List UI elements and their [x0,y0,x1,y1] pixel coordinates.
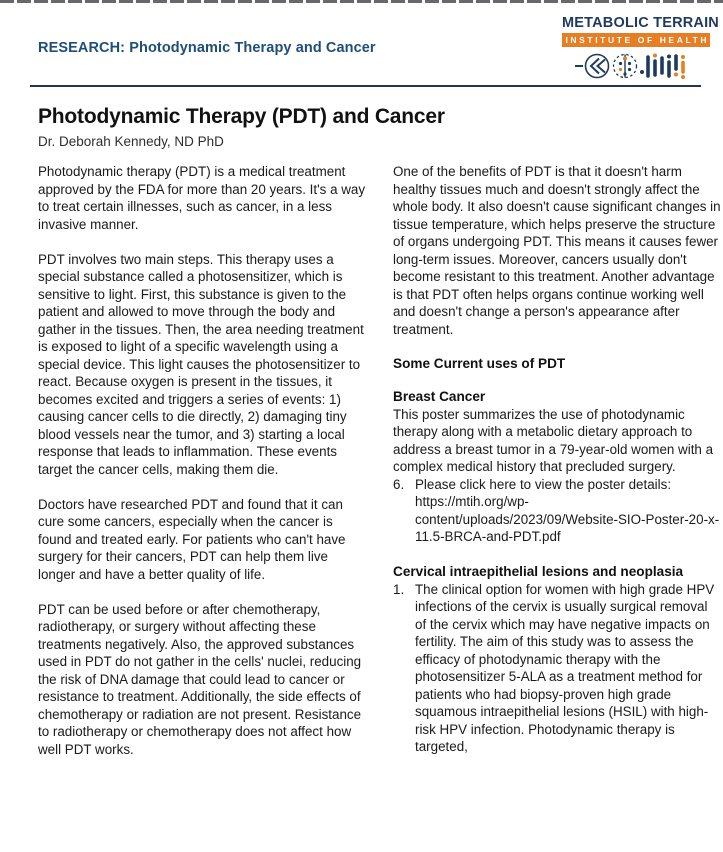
section-heading-current-uses: Some Current uses of PDT [393,355,566,371]
research-kicker: RESEARCH: Photodynamic Therapy and Cancer [38,40,376,56]
paragraph: Doctors have researched PDT and found that it can cure some cancers, especially when the cancer is found and treated early. For patients who can't have surgery for their cancers, PDT can help them live longer and have a better quality of life. [38,496,346,582]
page-title: Photodynamic Therapy (PDT) and Cancer [38,105,445,128]
poster-details-link[interactable]: Please click here to view the poster details: https://mtih.org/wp-content/uploads/2023/09/Website-SIO-Poster-20-x-11.5-BRCA-and-PDT.pdf [415,476,720,544]
author-byline: Dr. Deborah Kennedy, ND PhD [38,134,224,149]
logo-banner-text: INSTITUTE OF HEALTH [562,33,710,47]
document-header [0,3,723,85]
paragraph: This poster summarizes the use of photodynamic therapy along with a metabolic dietary approach to address a breast tumor in a 79-year-old women with a complex medical history that precluded surgery. [393,406,714,474]
paragraph: PDT can be used before or after chemotherapy, radiotherapy, or surgery without affecting these treatments negatively. Also, the approved substances used in PDT do not gather in the cells' nuclei, reducing the risk of DNA damage that could lead to cancer or resistance to treatment. Additionally, the side effects of chemotherapy or radiation are not present. Resistance to radiotherapy or chemotherapy does not affect how well PDT works. [38,601,362,757]
paragraph: PDT involves two main steps. This therapy uses a special substance called a photosensitizer, which is sensitive to light. First, this substance is given to the patient and allowed to move through the body and gather in the tissues. Then, the area needing treatment is exposed to light of a specific wavelength using a special device. This light causes the photosensitizer to react. Because oxygen is present in the tissues, it becomes excited and triggers a series of events: 1) causing cancer cells to die directly, 2) damaging tiny blood vessels near the tumor, and 3) starting a local response that leads to inflammation. These events target the cancer cells, making them die. [38,251,364,477]
logo-name-text: METABOLIC TERRAIN [562,15,719,31]
list-item-number: 6. [393,476,405,492]
paragraph: One of the benefits of PDT is that it doesn't harm healthy tissues much and doesn't strongly affect the whole body. It also doesn't cause significant changes in tissue temperature, which helps preserve the structure of organs undergoing PDT. This means it causes fewer long-term issues. Moreover, cancers usually don't become resistant to this treatment. Another advantage is that PDT often helps organs continue working well and doesn't change a person's appearance after treatment. [393,164,721,337]
left-column [38,163,367,776]
list-item-text: The clinical option for women with high grade HPV infections of the cervix is usually surgical removal of the cervix which may have negative impacts on fertility. The aim of this study was to assess the efficacy of photodynamic therapy with the photosensitizer 5-ALA as a treatment method for patients who had biopsy-proven high grade squamous intraepithelial lesions (HSIL) with high-risk HPV infection. Photodynamic therapy is targeted, [415,581,715,754]
paragraph: Photodynamic therapy (PDT) is a medical treatment approved by the FDA for more than 20 years. It's a way to treat certain illnesses, such as cancer, in a less invasive manner. [38,164,366,232]
title-block [0,87,723,149]
list-item-number: 1. [393,581,405,597]
mtih-logo-mark-icon [562,48,710,89]
mtih-logo [562,15,719,89]
right-column [393,163,722,776]
sub-heading-cervical: Cervical intraepithelial lesions and neoplasia [393,564,684,579]
list-item-cervical-study [393,581,722,756]
article-body [0,149,723,776]
list-item-poster-link [393,476,722,546]
sub-heading-breast-cancer: Breast Cancer [393,389,486,404]
